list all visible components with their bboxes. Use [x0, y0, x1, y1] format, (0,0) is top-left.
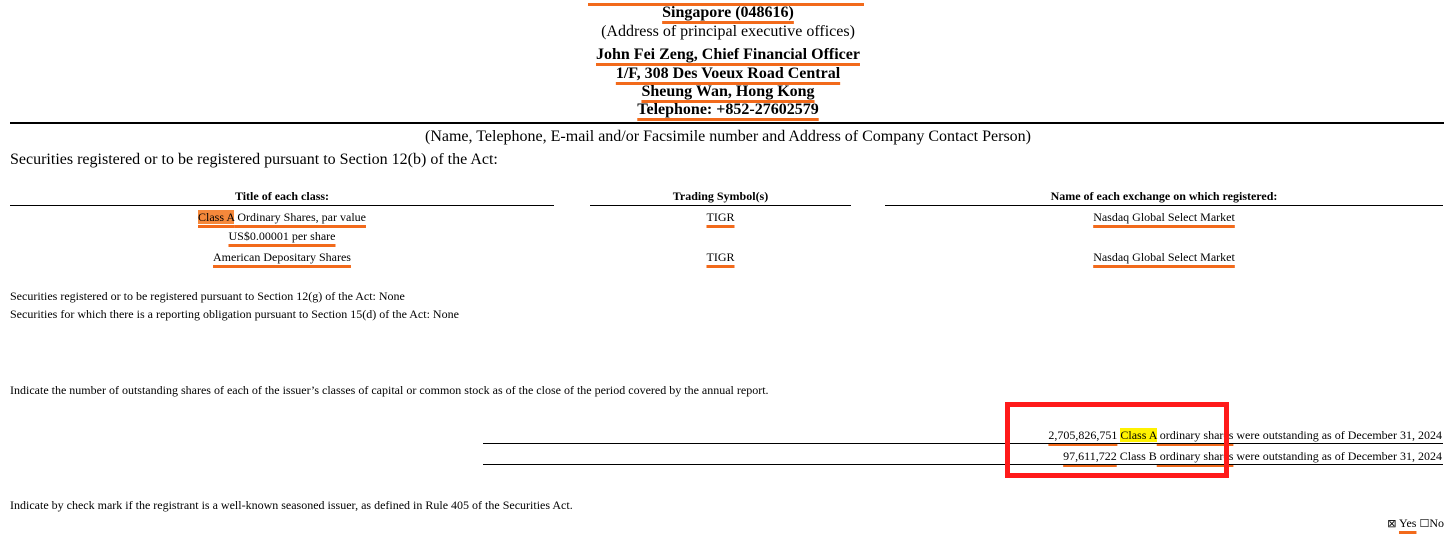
- table-row-1-title: [10, 210, 554, 225]
- row-1-title-text: Class A Ordinary Shares, par value: [198, 210, 366, 224]
- col-symbol-rule: [590, 205, 851, 206]
- col-title-header: Title of each class:: [234, 189, 330, 203]
- table-row-2-exchange: [885, 250, 1443, 265]
- contact-phone-text: Telephone: +852-27602579: [637, 101, 819, 118]
- no-checkbox[interactable]: ☐: [1419, 517, 1430, 530]
- table-row-1-exchange: [885, 210, 1443, 225]
- class-a-label-highlight: Class A: [1120, 428, 1157, 442]
- section-15d-text: Securities for which there is a reporting obligation pursuant to Section 15(d) of the Act: None: [10, 307, 459, 321]
- col-symbol-header: Trading Symbol(s): [672, 189, 769, 203]
- contact-address-line2: [0, 83, 1456, 101]
- outstanding-row-2-rule: [483, 464, 1443, 465]
- contact-caption: (Name, Telephone, E-mail and/or Facsimile number and Address of Company Contact Person): [425, 128, 1031, 145]
- contact-name-text: John Fei Zeng, Chief Financial Officer: [596, 46, 860, 63]
- class-b-count: 97,611,722: [1063, 449, 1117, 463]
- class-a-highlight: Class A: [198, 210, 235, 224]
- row-2-title-text: American Depositary Shares: [213, 250, 351, 264]
- table-row-2-symbol: [590, 250, 851, 265]
- class-a-outstanding-suffix: were outstanding as of December 31, 2024: [1233, 428, 1442, 442]
- contact-address-line2-text: Sheung Wan, Hong Kong: [641, 83, 815, 100]
- table-row-1-symbol: [590, 210, 851, 225]
- outstanding-row-1-rule: [483, 443, 1443, 444]
- annotation-highlight-box: [1005, 402, 1229, 478]
- class-a-count: 2,705,826,751: [1048, 428, 1118, 442]
- contact-phone: [0, 101, 1456, 119]
- yes-label: Yes: [1398, 516, 1417, 530]
- class-b-label: Class B: [1119, 449, 1157, 463]
- class-a-ordinary-shares: ordinary shares: [1156, 428, 1234, 442]
- section-12g-text: Securities registered or to be registered pursuant to Section 12(g) of the Act: None: [10, 289, 405, 303]
- seasoned-issuer-options: [1387, 516, 1444, 531]
- no-label: No: [1429, 516, 1444, 530]
- col-exchange-rule: [885, 205, 1443, 206]
- row-1-title-line2-text: US$0.00001 per share: [228, 229, 336, 243]
- outstanding-intro: Indicate the number of outstanding shares of each of the issuer’s classes of capital or common stock as of the close of the period covered by the annual report.: [10, 383, 769, 397]
- row-2-symbol-text: TIGR: [706, 250, 735, 264]
- header-divider: [10, 122, 1444, 124]
- table-row-1-title-line2: [10, 229, 554, 244]
- col-title-rule: [10, 205, 554, 206]
- row-2-exchange-text: Nasdaq Global Select Market: [1093, 250, 1235, 264]
- contact-address-line1-text: 1/F, 308 Des Voeux Road Central: [615, 65, 841, 82]
- row-1-symbol-text: TIGR: [706, 210, 735, 224]
- class-b-outstanding-suffix: were outstanding as of December 31, 2024: [1233, 449, 1442, 463]
- yes-checkbox-checked[interactable]: ⊠: [1387, 517, 1397, 530]
- city-text: Singapore (048616): [662, 4, 794, 21]
- contact-name: [0, 46, 1456, 64]
- contact-address-line1: [0, 65, 1456, 83]
- row-1-exchange-text: Nasdaq Global Select Market: [1093, 210, 1235, 224]
- table-row-2-title: [10, 250, 554, 265]
- section-12b-intro: Securities registered or to be registered pursuant to Section 12(b) of the Act:: [10, 151, 498, 168]
- col-exchange-header: Name of each exchange on which registered:: [1050, 189, 1278, 203]
- seasoned-issuer-question: Indicate by check mark if the registrant is a well-known seasoned issuer, as defined in Rule 405 of the Securities Act.: [10, 498, 573, 512]
- address-caption: (Address of principal executive offices): [601, 23, 855, 40]
- header-city: [0, 4, 1456, 22]
- class-b-ordinary-shares: ordinary shares: [1156, 449, 1234, 463]
